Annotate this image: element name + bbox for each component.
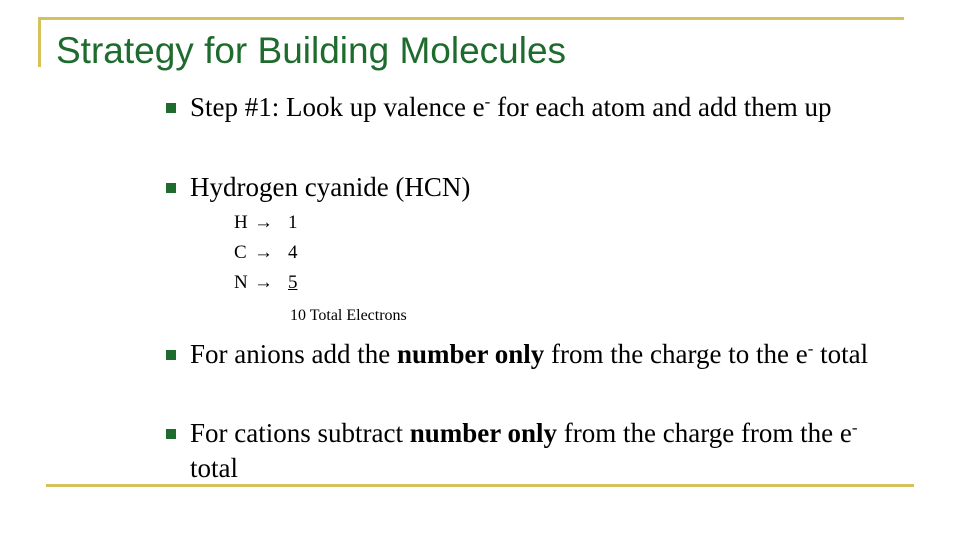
electron-count: 5 bbox=[288, 272, 298, 293]
bullet-text-part: for each atom and add them up bbox=[490, 92, 832, 122]
bullet-step-one bbox=[190, 90, 890, 125]
electron-charge-superscript: - bbox=[807, 339, 814, 358]
arrow-icon: → bbox=[254, 272, 273, 293]
bullet-text: Hydrogen cyanide (HCN) bbox=[190, 172, 471, 202]
arrow-icon: → bbox=[254, 212, 273, 233]
frame-top-line bbox=[38, 17, 904, 20]
bullet-text-part: from the charge to the e bbox=[544, 339, 808, 369]
electron-charge-superscript: - bbox=[484, 92, 491, 111]
element-symbol: C bbox=[234, 242, 247, 263]
bullet-cations bbox=[190, 416, 890, 486]
electron-count: 4 bbox=[288, 242, 298, 263]
bullet-hydrogen-cyanide bbox=[190, 170, 890, 205]
element-symbol: H bbox=[234, 212, 248, 233]
bullet-text-part: For cations subtract bbox=[190, 418, 410, 448]
frame-left-line bbox=[38, 17, 41, 67]
bullet-text-part: total bbox=[190, 453, 238, 483]
bullet-square-icon bbox=[166, 350, 176, 360]
bullet-emphasis: number only bbox=[409, 418, 558, 448]
bullet-text-part: Step #1: Look up valence e bbox=[190, 92, 485, 122]
total-electrons: 10 Total Electrons bbox=[290, 307, 407, 324]
electron-count: 1 bbox=[288, 212, 298, 233]
arrow-icon: → bbox=[254, 242, 273, 263]
bullet-square-icon bbox=[166, 183, 176, 193]
bullet-square-icon bbox=[166, 429, 176, 439]
slide-title: Strategy for Building Molecules bbox=[56, 30, 567, 71]
tally-row-carbon bbox=[234, 238, 298, 268]
electron-tally bbox=[234, 208, 298, 298]
bullet-text-part: For anions add the bbox=[190, 339, 397, 369]
bullet-emphasis: number only bbox=[396, 339, 545, 369]
bullet-square-icon bbox=[166, 103, 176, 113]
tally-row-nitrogen bbox=[234, 268, 298, 298]
electron-charge-superscript: - bbox=[851, 418, 858, 437]
bullet-text-part: total bbox=[813, 339, 869, 369]
bullet-text-part: from the charge from the e bbox=[557, 418, 852, 448]
bullet-anions bbox=[190, 337, 890, 372]
tally-row-hydrogen bbox=[234, 208, 298, 238]
element-symbol: N bbox=[234, 272, 248, 293]
